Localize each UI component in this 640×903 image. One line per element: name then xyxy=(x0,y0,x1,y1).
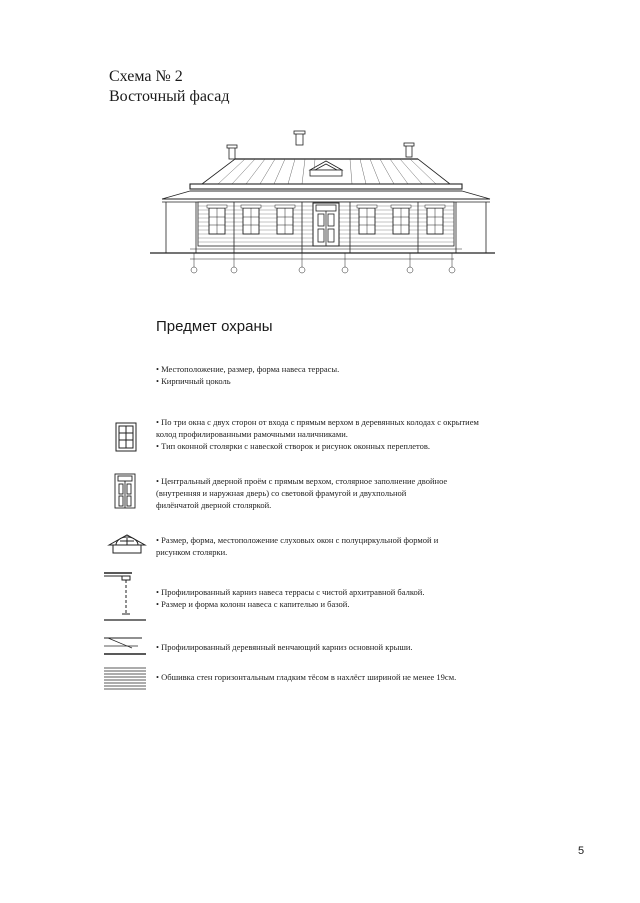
protection-item: • Профилированный карниз навеса террасы с чистой архитравной балкой. • Размер и форма колонн навеса с капителью и базой. xyxy=(156,587,425,609)
protection-item: • Местоположение, размер, форма навеса террасы. • Кирпичный цоколь xyxy=(156,364,340,386)
cornice-icon xyxy=(102,634,148,658)
page-number: 5 xyxy=(578,845,585,857)
facade-title: Восточный фасад xyxy=(109,88,230,105)
door-icon xyxy=(114,473,136,509)
protection-item: • Центральный дверной проём с прямым верхом, столярное заполнение двойное (внутренняя и наружная дверь) со световой фрамугой и двухпольной филёнчатой дверной столяркой. xyxy=(156,476,448,510)
protection-item: • Размер, форма, местоположение слуховых окон с полуциркульной формой и рисунком столярки. xyxy=(156,535,439,557)
protection-item: • По три окна с двух сторон от входа с прямым верхом в деревянных колодах с окрытием колод профилированными рамочными наличниками. • Тип оконной столярки с навеской створок и рисунок оконных переплетов. xyxy=(156,417,479,451)
protection-item: • Обшивка стен горизонтальным гладким тёсом в нахлёст шириной не менее 19см. xyxy=(156,672,457,682)
section-title: Предмет охраны xyxy=(156,318,273,335)
scheme-title: Схема № 2 xyxy=(109,68,183,85)
window-icon xyxy=(115,422,137,452)
column-icon xyxy=(102,570,148,626)
east-facade-drawing xyxy=(150,125,495,285)
protection-item: • Профилированный деревянный венчающий карниз основной крыши. xyxy=(156,642,413,652)
siding-icon xyxy=(103,666,147,690)
dormer-icon xyxy=(107,533,147,555)
